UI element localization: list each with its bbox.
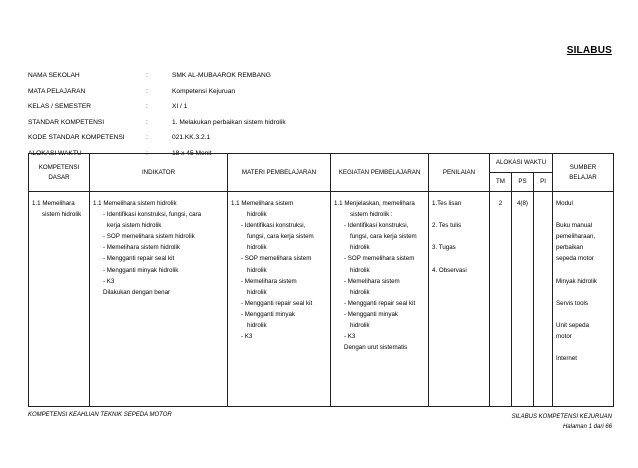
header-materi: MATERI PEMBELAJARAN [228,154,331,192]
info-colon: : [146,134,148,141]
info-value: SMK AL-MUBAAROK REMBANG [172,72,271,79]
info-colon: : [146,149,148,157]
cell-penilaian: 1.Tes lisan 2. Tes tulis 3. Tugas 4. Observasi [429,192,490,407]
cell-pi [534,192,553,407]
cell-ps: 4(8) [512,192,534,407]
header-kegiatan: KEGIATAN PEMBELAJARAN [331,154,429,192]
cell-kompetensi: 1.1 Memelihara sistem hidrolik [29,192,90,407]
header-alokasi: ALOKASI WAKTU [490,154,553,173]
cell-tm: 2 [490,192,512,407]
info-value: 18 x 45 Menit [172,149,212,157]
info-label: MATA PELAJARAN [28,87,86,95]
info-label: ALOKASI WAKTU [28,149,82,157]
header-tm: TM [490,173,512,192]
header-penilaian: PENILAIAN [429,154,490,192]
info-value: XI / 1 [172,103,188,110]
document-title: SILABUS [566,45,612,56]
cell-materi: 1.1 Memelihara sistem hidrolik - Identifikasi konstruksi, fungsi, cara kerja sistem hidrolik - SOP memelihara sistem hidrolik - Memelihara sistem hidrolik - Mengganti repair seal kit - Mengganti minyak hidrolik - K3 [228,192,331,407]
cell-sumber: Modul Buku manual pemeliharaan, perbaikan sepeda motor Minyak hidrolik Servis tools Unit sepeda motor Internet [553,192,614,407]
info-value: Kompetensi Kejuruan [172,87,236,95]
info-label: NAMA SEKOLAH [28,72,80,79]
footer-document-name: SILABUS KOMPETENSI KEJURUAN [511,414,612,420]
page-number: Halaman 1 dari 66 [562,424,612,430]
info-colon: : [146,118,148,126]
header-sumber: SUMBER BELAJAR [553,154,614,192]
syllabus-table [28,153,614,407]
header-indikator: INDIKATOR [90,154,228,192]
footer-page-info [512,412,612,432]
footer-program: KOMPETENSI KEAHLIAN TEKNIK SEPEDA MOTOR [28,412,172,418]
header-ps: PS [512,173,534,192]
info-label: KELAS / SEMESTER [28,103,92,110]
info-value: 021.KK.3.2.1 [172,134,211,141]
info-colon: : [146,72,148,79]
header-kompetensi: KOMPETENSI DASAR [29,154,90,192]
header-pi: PI [534,173,553,192]
info-label: KODE STANDAR KOMPETENSI [28,134,125,141]
info-value: 1. Melakukan perbaikan sistem hidrolik [172,118,286,126]
info-colon: : [146,87,148,95]
cell-kegiatan: 1.1 Menjelaskan, memelihara sistem hidrolik : - Identifikasi konstruksi, fungsi, cara kerja sistem hidrolik - SOP memelihara sistem hidrolik - Memelihara sistem hidrolik - Mengganti repair seal kit - Mengganti minyak hidrolik - K3 Dengan urut sistematis [331,192,429,407]
info-colon: : [146,103,148,110]
info-label: STANDAR KOMPETENSI [28,118,105,126]
cell-indikator: 1.1 Memelihara sistem hidrolik - Identifikasi konstruksi, fungsi, cara kerja sistem hidrolik - SOP memelihara sistem hidrolik - Memelihara sistem hidrolik - Mengganti repair seal kit - Mengganti minyak hidrolik - K3 Dilakukan dengan benar [90,192,228,407]
table-row [29,192,614,407]
